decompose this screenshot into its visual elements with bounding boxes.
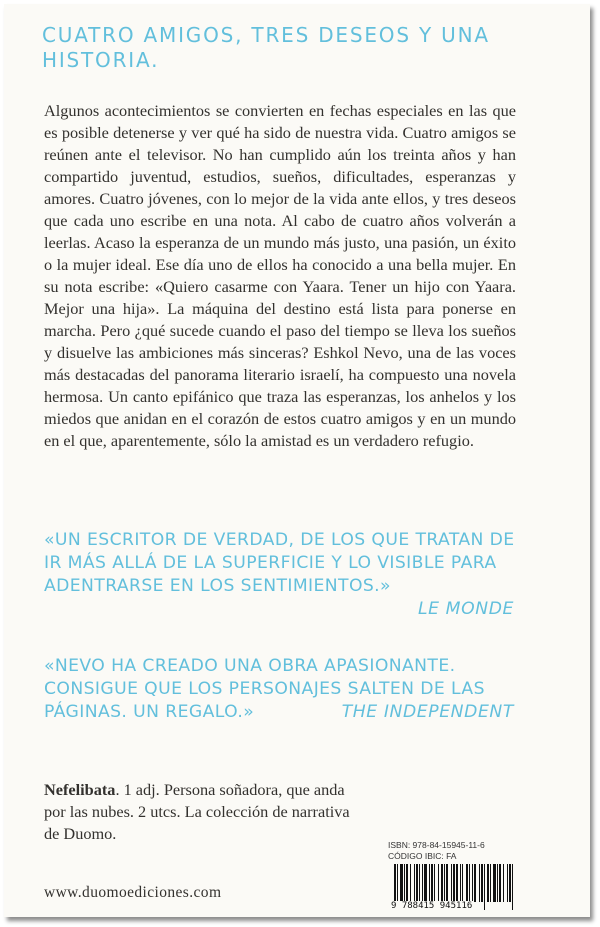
barcode-bar xyxy=(434,864,435,902)
barcode-bar xyxy=(446,864,448,902)
quote-text: «NEVO HA CREADO UNA OBRA APASIONANTE. CONSIGUE QUE LOS PERSONAJES SALTEN DE LAS PÁGINAS. UN REGALO.» xyxy=(44,656,485,722)
barcode-bar xyxy=(419,864,420,902)
barcode-bar xyxy=(422,864,423,902)
tagline: CUATRO AMIGOS, TRES DESEOS Y UNA HISTORIA. xyxy=(42,23,490,72)
barcode-bar xyxy=(466,864,468,902)
barcode-bar xyxy=(507,864,508,902)
barcode-digits: 9 788415 945116 xyxy=(391,901,473,911)
quote-text: «UN ESCRITOR DE VERDAD, DE LOS QUE TRATAN DE IR MÁS ALLÁ DE LA SUPERFICIE Y LO VISIBLE PARA ADENTRARSE EN LOS SENTIMIENTOS.» xyxy=(44,530,515,596)
barcode-bar xyxy=(410,864,411,902)
barcode-bar xyxy=(414,864,415,902)
isbn-block xyxy=(388,840,485,862)
quote-source: THE INDEPENDENT xyxy=(341,702,514,722)
barcode-bar xyxy=(453,864,455,902)
barcode-bar xyxy=(497,864,498,902)
barcode-bar xyxy=(404,864,405,902)
quote-source: LE MONDE xyxy=(417,599,514,619)
barcode-bar xyxy=(484,864,485,910)
barcode-bar xyxy=(493,864,496,902)
barcode-bar xyxy=(460,864,461,902)
barcode-bar xyxy=(406,864,408,902)
barcode-bar xyxy=(490,864,491,902)
barcode-bar xyxy=(499,864,501,902)
barcode-bar xyxy=(472,864,473,902)
collection-definition xyxy=(44,779,354,845)
barcode-bar xyxy=(481,864,483,902)
barcode-bar xyxy=(462,864,463,902)
barcode-bar xyxy=(451,864,452,902)
publisher-website[interactable]: www.duomoediciones.com xyxy=(44,884,222,901)
barcode-bar xyxy=(444,864,445,902)
collection-definition-text: . 1 adj. Persona soñadora, que anda por las nubes. 2 utcs. La colección de narrativa de Duomo. xyxy=(44,780,350,843)
barcode-bar xyxy=(441,864,443,902)
book-back-cover xyxy=(4,4,590,917)
barcode-bar xyxy=(469,864,470,902)
ibic-code: CÓDIGO IBIC: FA xyxy=(388,851,457,861)
barcode-bar xyxy=(509,864,511,902)
barcode-bar xyxy=(503,864,504,902)
barcode-bar xyxy=(512,864,513,910)
barcode-bar xyxy=(479,864,480,902)
review-quote-le-monde xyxy=(44,529,524,621)
barcode-bar xyxy=(487,864,489,902)
collection-term: Nefelibata xyxy=(44,780,116,799)
review-quote-the-independent xyxy=(44,655,524,724)
isbn-number: ISBN: 978-84-15945-11-6 xyxy=(388,840,485,850)
barcode-bar xyxy=(416,864,418,902)
barcode-bar xyxy=(474,864,476,902)
barcode-bar xyxy=(456,864,458,902)
synopsis: Algunos acontecimientos se convierten en fechas especiales en las que es posible detenerse y ver qué ha sido de nuestra vida. Cuatro amigos se reúnen ante el televisor. No han cumplido aún los treinta años y han compartido juventud, estudios, sueños, dificultades, esperanzas y amores. Cuatro jóvenes, con lo mejor de la vida ante ellos, y tres deseos que cada uno escribe en una nota. Al cabo de cuatro años volverán a leerlas. Acaso la esperanza de un mundo más justo, una pasión, un éxito o la mujer ideal. Ese día uno de ellos ha conocido a una bella mujer. En su nota escribe: «Quiero casarme con Yaara. Tener un hijo con Yaara. Mejor una hija». La máquina del destino está lista para ponerse en marcha. Pero ¿qué sucede cuando el paso del tiempo se lleva los sueños y disuelve las ambiciones más sinceras? Eshkol Nevo, una de las voces más destacadas del panorama literario israelí, ha compuesto una novela hermosa. Un canto epifánico que traza las esperanzas, los anhelos y los miedos que anidan en el corazón de estos cuatro amigos y en un mundo en el que, aparentemente, sólo la amistad es un verdadero refugio. xyxy=(44,101,516,450)
barcode-bar xyxy=(431,864,433,902)
barcode-bar xyxy=(438,864,439,902)
barcode-bar xyxy=(424,864,427,902)
barcode-bar xyxy=(429,864,430,902)
barcode-bar xyxy=(400,864,403,902)
